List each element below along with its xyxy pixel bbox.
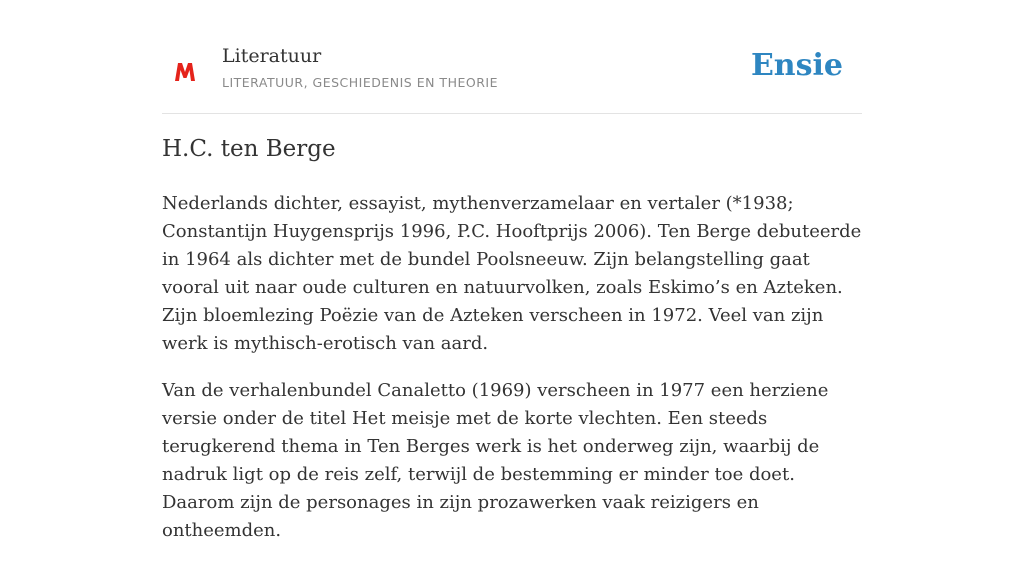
article-title: H.C. ten Berge [162,136,336,162]
article-body [162,190,862,564]
article-paragraph: Nederlands dichter, essayist, mythenverzamelaar en vertaler (*1938; Constantijn Huygensprijs 1996, P.C. Hooftprijs 2006). Ten Berge debuteerde in 1964 als dichter met de bundel Poolsneeuw. Zijn belangstelling gaat vooral uit naar oude culturen en natuurvolken, zoals Eskimo’s en Azteken. Zijn bloemlezing Poëzie van de Azteken verscheen in 1972. Veel van zijn werk is mythisch-erotisch van aard. [162,193,862,354]
source-header [162,40,862,114]
source-title[interactable]: Literatuur [222,45,322,67]
red-m-logo-icon[interactable] [172,58,198,84]
article-paragraph: Van de verhalenbundel Canaletto (1969) verscheen in 1977 een herziene versie onder de titel Het meisje met de korte vlechten. Een steeds terugkerend thema in Ten Berges werk is het onderweg zijn, waarbij de nadruk ligt op de reis zelf, terwijl de bestemming er minder toe doet. Daarom zijn de personages in zijn prozawerken vaak reizigers en ontheemden. [162,380,829,541]
ensie-logo[interactable]: Ensie [750,48,843,83]
source-subtitle: LITERATUUR, GESCHIEDENIS EN THEORIE [222,75,498,90]
